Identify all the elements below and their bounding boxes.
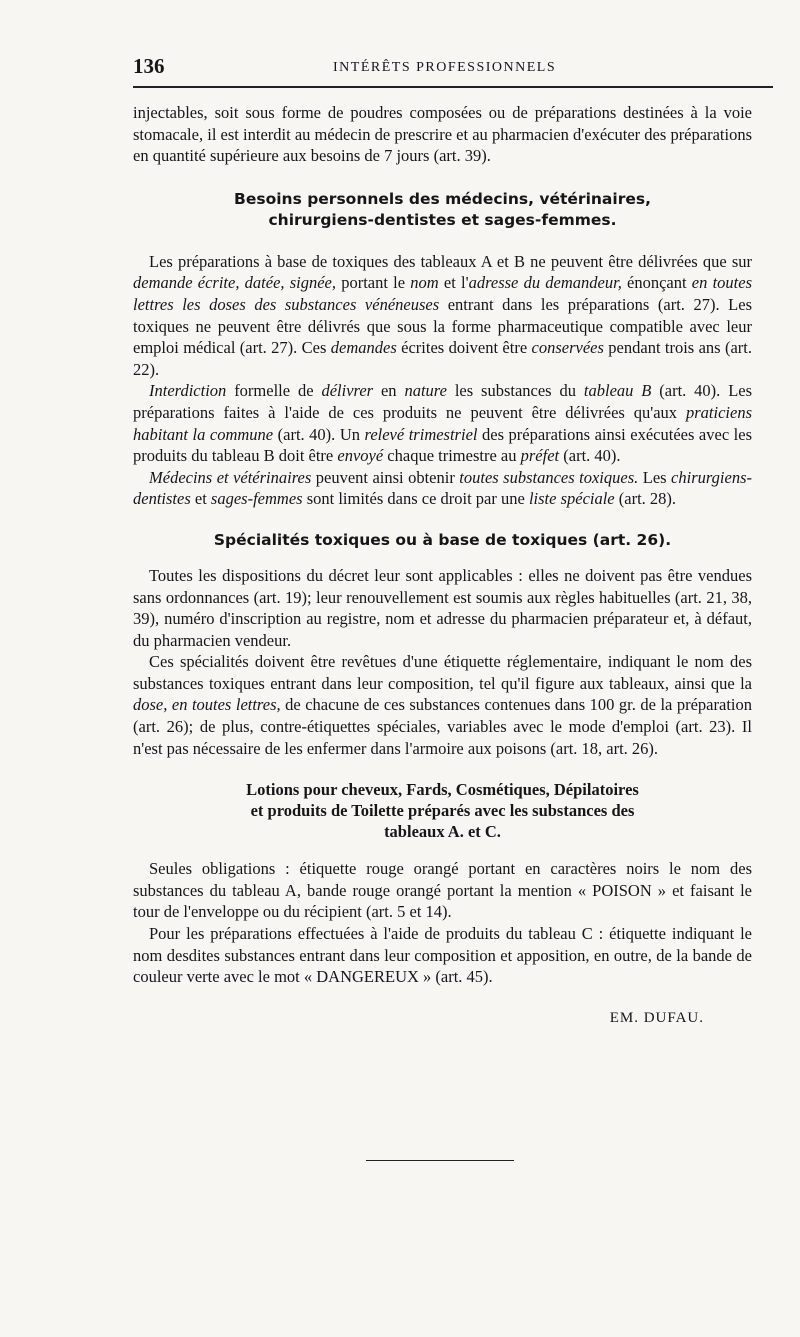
section-heading-lotions: Lotions pour cheveux, Fards, Cosmétiques, Dépilatoires et produits de Toilette préparés avec les substances des tableaux A. et C. xyxy=(246,780,639,842)
paragraph-obligations: Seules obligations : étiquette rouge orangé portant en caractères noirs le nom des substances du tableau A, bande rouge orangé portant la mention « POISON » et faisant le tour de l'enveloppe ou du récipient (art. 5 et 14). xyxy=(133,859,752,922)
running-title: INTÉRÊTS PROFESSIONNELS xyxy=(333,60,557,75)
page-number: 136 xyxy=(133,54,165,78)
paragraph-dispositions: Toutes les dispositions du décret leur sont applicables : elles ne doivent pas être vendues sans ordonnances (art. 19); leur renouvellement est soumis aux règles habituelles (art. 21, 38, 39), numéro d'inscription au registre, nom et adresse du pharmacien préparateur et, à défaut, du pharmacien vendeur. xyxy=(133,565,752,650)
end-rule xyxy=(366,1160,514,1161)
intro-paragraph: injectables, soit sous forme de poudres composées ou de préparations destinées à la voie stomacale, il est interdit au médecin de prescrire et au pharmacien d'exécuter des préparations en quantité supérieure aux besoins de 7 jours (art. 39). xyxy=(133,103,752,166)
page-header xyxy=(133,54,773,84)
section-heading-specialites: Spécialités toxiques ou à base de toxiques (art. 26). xyxy=(213,530,672,549)
section-heading-besoins: Besoins personnels des médecins, vétérinaires, chirurgiens-dentistes et sages-femmes. xyxy=(234,189,651,229)
paragraph-etiquette: Ces spécialités doivent être revêtues d'une étiquette réglementaire, indiquant le nom des substances toxiques entrant dans leur composition, tel qu'il figure aux tableaux, ainsi que la dose, en toutes lettres, de chacune de ces substances contenues dans 100 gr. de la préparation (art. 26); de plus, contre-étiquettes spéciales, variables avec le mode d'emploi (art. 23). Il n'est pas nécessaire de les enfermer dans l'armoire aux poisons (art. 18, art. 26). xyxy=(133,652,752,758)
header-rule xyxy=(133,86,773,88)
article-body xyxy=(133,102,752,1029)
author-signature: EM. DUFAU. xyxy=(609,1009,704,1026)
paragraph-medecins: Médecins et vétérinaires peuvent ainsi obtenir toutes substances toxiques. Les chirurgiens-dentistes et sages-femmes sont limités dans ce droit par une liste spéciale (art. 28). xyxy=(133,467,752,509)
paragraph-tableau-c: Pour les préparations effectuées à l'aide de produits du tableau C : étiquette indiquant le nom desdites substances entrant dans leur composition et apposition, en outre, de la bande de couleur verte avec le mot « DANGEREUX » (art. 45). xyxy=(133,924,752,987)
paragraph-interdiction: Interdiction formelle de délivrer en nature les substances du tableau B (art. 40). Les préparations faites à l'aide de ces produits ne peuvent être délivrées qu'aux praticiens habitant la commune (art. 40). Un relevé trimestriel des préparations ainsi exécutées avec les produits du tableau B doit être envoyé chaque trimestre au préfet (art. 40). xyxy=(133,381,753,466)
paragraph-preparations: Les préparations à base de toxiques des tableaux A et B ne peuvent être délivrées que sur demande écrite, datée, signée, portant le nom et l'adresse du demandeur, énonçant en toutes lettres les doses des substances vénéneuses entrant dans les préparations (art. 27). Les toxiques ne peuvent être délivrés que sous la forme pharmaceutique compatible avec leur emploi médical (art. 27). Ces demandes écrites doivent être conservées pendant trois ans (art. 22). xyxy=(133,251,753,379)
